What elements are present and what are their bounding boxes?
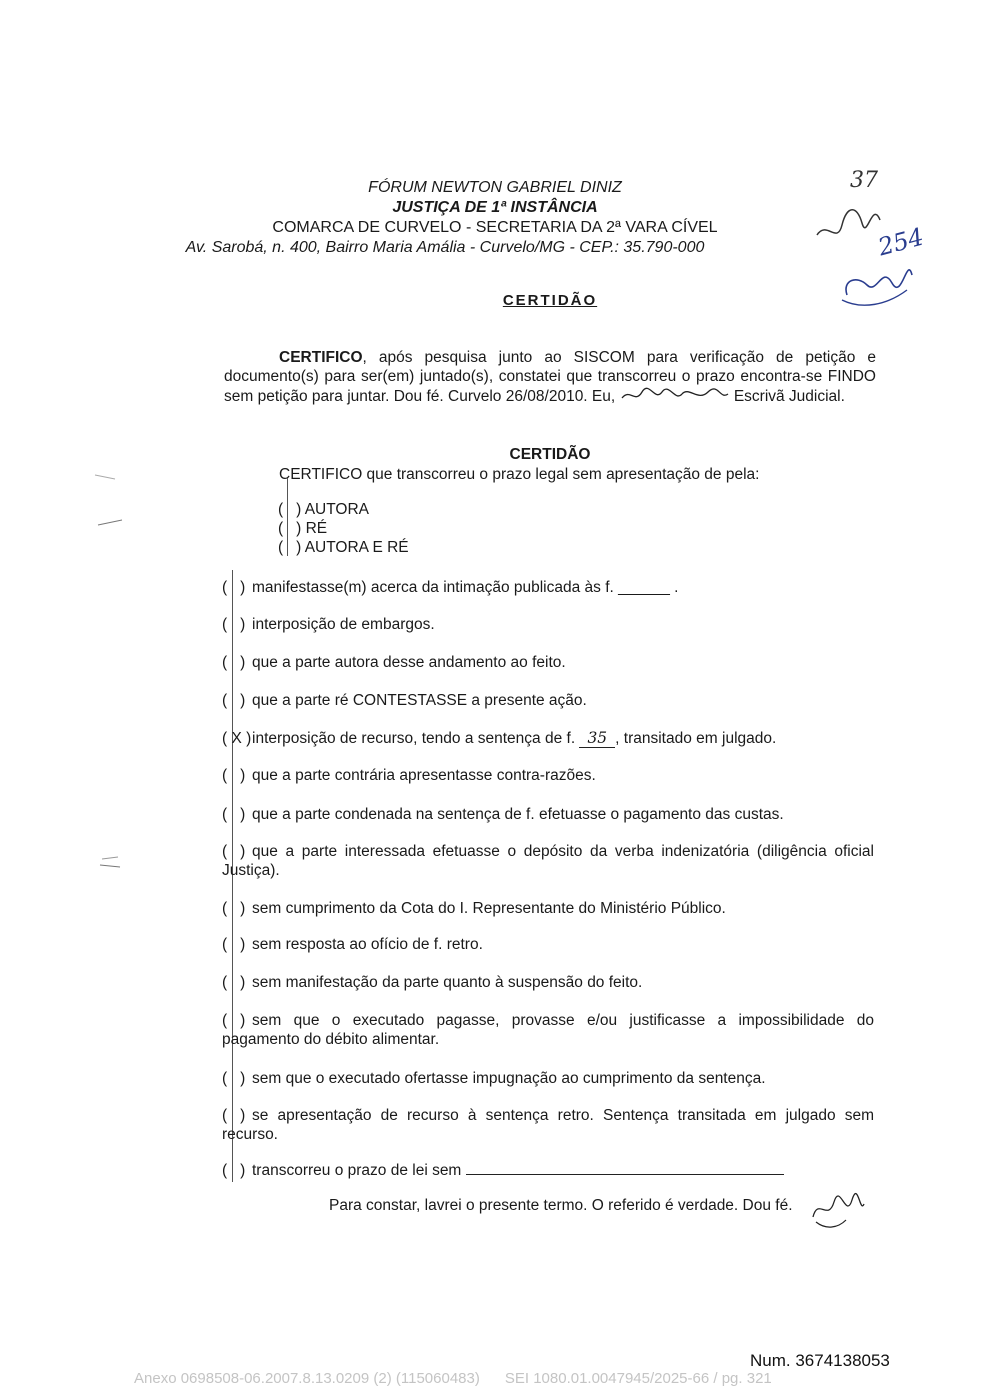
blank-line	[466, 1160, 784, 1175]
pen-stroke-parties	[287, 478, 288, 556]
checkbox: ( )	[222, 843, 246, 860]
item-oficio	[222, 935, 874, 954]
certifico-lead: CERTIFICO	[279, 349, 363, 366]
item-transito-julgado	[222, 1106, 874, 1144]
address-line: Av. Sarobá, n. 400, Bairro Maria Amália - Curvelo/MG - CEP.: 35.790-000	[185, 239, 705, 256]
item-deposito	[222, 842, 874, 880]
certidao-1-paragraph	[224, 348, 876, 406]
item-manifestacao	[222, 578, 874, 597]
item-text: sem que o executado pagasse, provasse e/ou justificasse a impossibilidade do pagamento do débito alimentar.	[222, 1012, 874, 1048]
item-contra-razoes	[222, 766, 874, 785]
checkbox: ( )	[222, 806, 246, 823]
checkbox: ( )	[222, 1107, 246, 1124]
document-number: Num. 3674138053	[750, 1351, 890, 1370]
item-text: interposição de recurso, tendo a sentença de f.	[252, 730, 576, 747]
item-text: sem manifestação da parte quanto à suspensão do feito.	[252, 974, 643, 991]
closing-statement: Para constar, lavrei o presente termo. O referido é verdade. Dou fé.	[329, 1197, 793, 1214]
checkbox: ( )	[222, 616, 246, 633]
party-label-autora: AUTORA	[304, 501, 370, 518]
checkbox: ( )	[222, 900, 246, 917]
sei-id: SEI 1080.01.0047945/2025-66 / pg. 321	[504, 1370, 772, 1387]
item-impugnacao	[222, 1069, 874, 1088]
certidao-title-2: CERTIDÃO	[509, 446, 591, 463]
court-instance: JUSTIÇA DE 1ª INSTÂNCIA	[392, 199, 598, 216]
handwritten-page-number-blue: 254	[875, 222, 927, 262]
margin-scan-marks	[90, 465, 130, 885]
party-label-autora-e-re: AUTORA E RÉ	[304, 539, 409, 556]
item-embargos	[222, 615, 874, 634]
handwritten-page-ref: 35	[579, 729, 615, 748]
party-option-autora	[278, 501, 369, 519]
item-cota-mp	[222, 899, 874, 918]
certidao-2-intro: CERTIFICO que transcorreu o prazo legal sem apresentação de pela:	[279, 466, 760, 483]
item-recurso-checked	[222, 729, 874, 748]
comarca-line: COMARCA DE CURVELO - SECRETARIA DA 2ª VARA CÍVEL	[272, 219, 718, 236]
checkbox: ( )	[222, 1070, 246, 1087]
item-text: se apresentação de recurso à sentença retro. Sentença transitada em julgado sem recurso.	[222, 1107, 874, 1143]
item-text-after: , transitado em julgado.	[615, 730, 777, 747]
forum-name: FÓRUM NEWTON GABRIEL DINIZ	[368, 179, 622, 196]
signer-role: Escrivã Judicial.	[733, 388, 845, 405]
item-prazo-lei	[222, 1160, 874, 1180]
certidao-title-1: CERTIDÃO	[502, 292, 598, 309]
checkbox: ( )	[222, 936, 246, 953]
item-text: que a parte contrária apresentasse contra-razões.	[252, 767, 596, 784]
checkbox: ( )	[222, 1162, 246, 1179]
item-custas	[222, 805, 874, 824]
item-contestacao	[222, 691, 874, 710]
item-text: que a parte condenada na sentença de f. efetuasse o pagamento das custas.	[252, 806, 784, 823]
annex-id: Anexo 0698508-06.2007.8.13.0209 (2) (115060483)	[134, 1370, 480, 1387]
checkbox: ( )	[222, 1012, 246, 1029]
checkbox: ( )	[222, 974, 246, 991]
closing-signature	[808, 1192, 868, 1232]
item-text: sem cumprimento da Cota do I. Representante do Ministério Público.	[252, 900, 726, 917]
item-text: que a parte ré CONTESTASSE a presente ação.	[252, 692, 587, 709]
item-text: manifestasse(m) acerca da intimação publicada às f. ______ .	[252, 579, 679, 596]
item-text: sem que o executado ofertasse impugnação ao cumprimento da sentença.	[252, 1070, 766, 1087]
certidao-1-body: , após pesquisa junto ao SISCOM para verificação de petição e documento(s) para ser(em) juntado(s), constatei que transcorreu o prazo encontra-se FINDO sem petição para juntar. Dou fé. Curvelo 26/08/2010. Eu,	[224, 349, 876, 405]
item-text: transcorreu o prazo de lei sem	[252, 1162, 462, 1179]
item-text: interposição de embargos.	[252, 616, 435, 633]
party-option-autora-e-re	[278, 539, 409, 557]
item-debito-alimentar	[222, 1011, 874, 1049]
checkbox: ( )	[222, 692, 246, 709]
checkbox: ( )	[222, 654, 246, 671]
checkbox: ( )	[222, 579, 246, 596]
item-andamento	[222, 653, 874, 672]
footer-watermark	[134, 1370, 772, 1387]
item-text: que a parte autora desse andamento ao feito.	[252, 654, 566, 671]
checkbox-autora: ( )	[278, 501, 302, 518]
checkbox: ( )	[222, 767, 246, 784]
item-text: que a parte interessada efetuasse o depósito da verba indenizatória (diligência oficial Justiça).	[222, 843, 874, 879]
item-suspensao	[222, 973, 874, 992]
party-option-re	[278, 520, 327, 538]
item-text: sem resposta ao ofício de f. retro.	[252, 936, 483, 953]
checkbox-autora-e-re: ( )	[278, 539, 302, 556]
checkbox-checked: ( X )	[222, 730, 252, 747]
handwritten-page-number: 37	[850, 168, 878, 193]
signature-mark	[620, 386, 730, 406]
checkbox-re: ( )	[278, 520, 302, 537]
party-label-re: RÉ	[305, 520, 328, 537]
